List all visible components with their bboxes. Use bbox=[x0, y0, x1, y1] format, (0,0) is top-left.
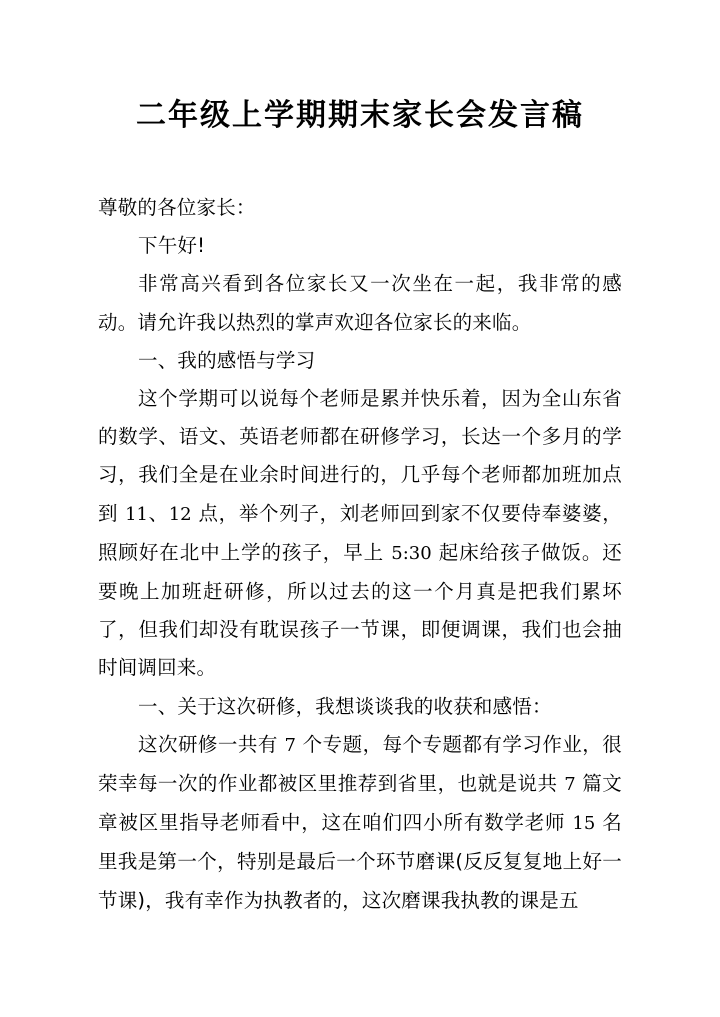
paragraph-salutation: 尊敬的各位家长： bbox=[98, 196, 256, 219]
inline-number: 5:30 bbox=[391, 542, 432, 564]
document-title: 二年级上学期期末家长会发言稿 bbox=[136, 98, 584, 134]
inline-number: 11 bbox=[125, 503, 148, 525]
document-body bbox=[98, 189, 622, 920]
heading-about-this-training: 一、关于这次研修，我想谈谈我的收获和感悟： bbox=[138, 694, 552, 718]
inline-number: 7 bbox=[564, 774, 576, 796]
heading-my-reflection-and-study: 一、我的感悟与学习 bbox=[138, 348, 316, 372]
inline-number: 7 bbox=[284, 734, 296, 756]
paragraph-greeting: 下午好! bbox=[138, 234, 206, 258]
paragraph-training-gains: 这次研修一共有 7 个专题，每个专题都有学习作业，很荣幸每一次的作业都被区里推荐到省里，也就是说共 7 篇文章被区里指导老师看中，这在咱们四小所有数学老师 15 名里我是第一个，特别是最后一个环节磨课(反反复复地上好一节课)，我有幸作为执教者的，这次磨课我执教的课是五 bbox=[98, 732, 622, 912]
inline-number: 12 bbox=[168, 503, 192, 525]
paragraph-welcome: 非常高兴看到各位家长又一次坐在一起，我非常的感动。请允许我以热烈的掌声欢迎各位家长的来临。 bbox=[98, 272, 622, 334]
inline-number: 15 bbox=[572, 813, 596, 835]
paragraph-semester-reflection: 这个学期可以说每个老师是累并快乐着，因为全山东省的数学、语文、英语老师都在研修学习，长达一个多月的学习，我们全是在业余时间进行的，几乎每个老师都加班加点到 11、12 点，举个列子，刘老师回到家不仅要侍奉婆婆，照顾好在北中上学的孩子，早上 5:30 起床给孩子做饭。还要晚上加班赶研修，所以过去的这一个月真是把我们累坏了，但我们却没有耽误孩子一节课，即便调课，我们也会抽时间调回来。 bbox=[98, 387, 622, 680]
